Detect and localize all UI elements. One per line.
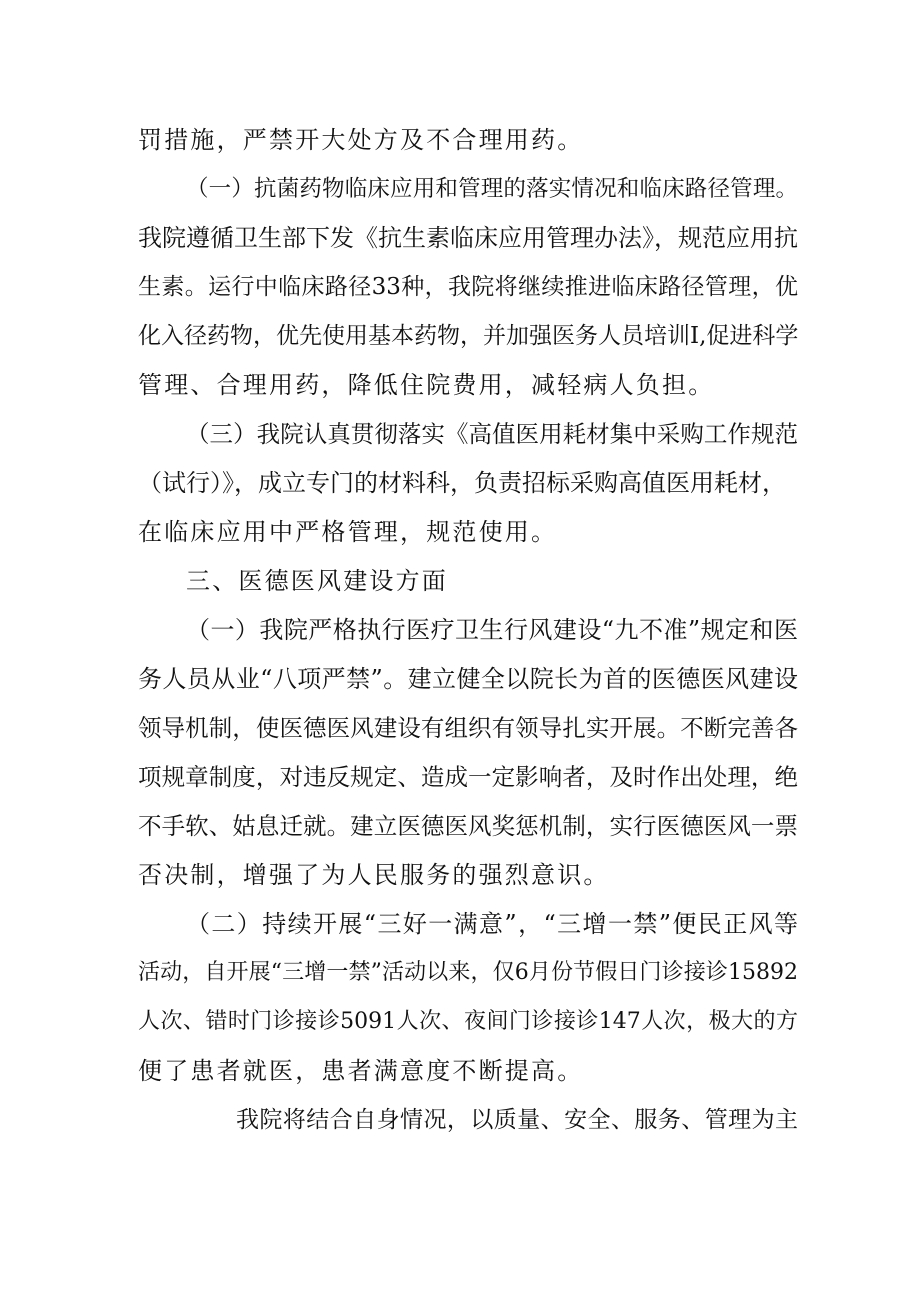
section-heading: 三、医德医风建设方面 bbox=[186, 567, 448, 595]
paragraph-line: 管理、合理用药，降低住院费用，减轻病人负担。 bbox=[138, 371, 715, 399]
paragraph-line: 罚措施，严禁开大处方及不合理用药。 bbox=[138, 126, 584, 154]
paragraph-line: 化入径药物，优先使用基本药物，并加强医务人员培训I,促进科学 bbox=[138, 323, 799, 349]
paragraph-line: 项规章制度，对违反规定、造成一定影响者，及时作出处理，绝 bbox=[138, 763, 798, 791]
paragraph-line: 我院遵循卫生部下发《抗生素临床应用管理办法》，规范应用抗 bbox=[138, 224, 798, 252]
paragraph-line: 在临床应用中严格管理，规范使用。 bbox=[138, 518, 558, 546]
paragraph-line: （一）我院严格执行医疗卫生行风建设“九不准”规定和医 bbox=[186, 616, 798, 644]
paragraph-line: （试行）》，成立专门的材料科，负责招标采购高值医用耗材， bbox=[138, 469, 786, 497]
paragraph-line: 务人员从业“八项严禁”。建立健全以院长为首的医德医风建设 bbox=[138, 665, 798, 693]
paragraph-line: （二）持续开展“三好一满意”，“三增一禁”便民正风等 bbox=[186, 910, 798, 938]
paragraph-line: （一）抗菌药物临床应用和管理的落实情况和临床路径管理。 bbox=[186, 176, 798, 202]
paragraph-line: 生素。运行中临床路径33种，我院将继续推进临床路径管理，优 bbox=[138, 274, 798, 300]
paragraph-line: 否决制，增强了为人民服务的强烈意识。 bbox=[138, 861, 610, 889]
paragraph-line: 便了患者就医，患者满意度不断提高。 bbox=[138, 1057, 584, 1085]
paragraph-line: （三）我院认真贯彻落实《高值医用耗材集中采购工作规范 bbox=[186, 420, 798, 448]
paragraph-line: 我院将结合自身情况，以质量、安全、服务、管理为主 bbox=[236, 1107, 798, 1133]
paragraph-line: 不手软、姑息迁就。建立医德医风奖惩机制，实行医德医风一票 bbox=[138, 812, 798, 840]
paragraph-line: 领导机制，使医德医风建设有组织有领导扎实开展。不断完善各 bbox=[138, 714, 798, 742]
paragraph-line: 人次、错时门诊接诊5091人次、夜间门诊接诊147人次，极大的方 bbox=[138, 1009, 798, 1034]
paragraph-line: 活动，自开展“三增一禁”活动以来，仅6月份节假日门诊接诊15892 bbox=[138, 960, 798, 985]
